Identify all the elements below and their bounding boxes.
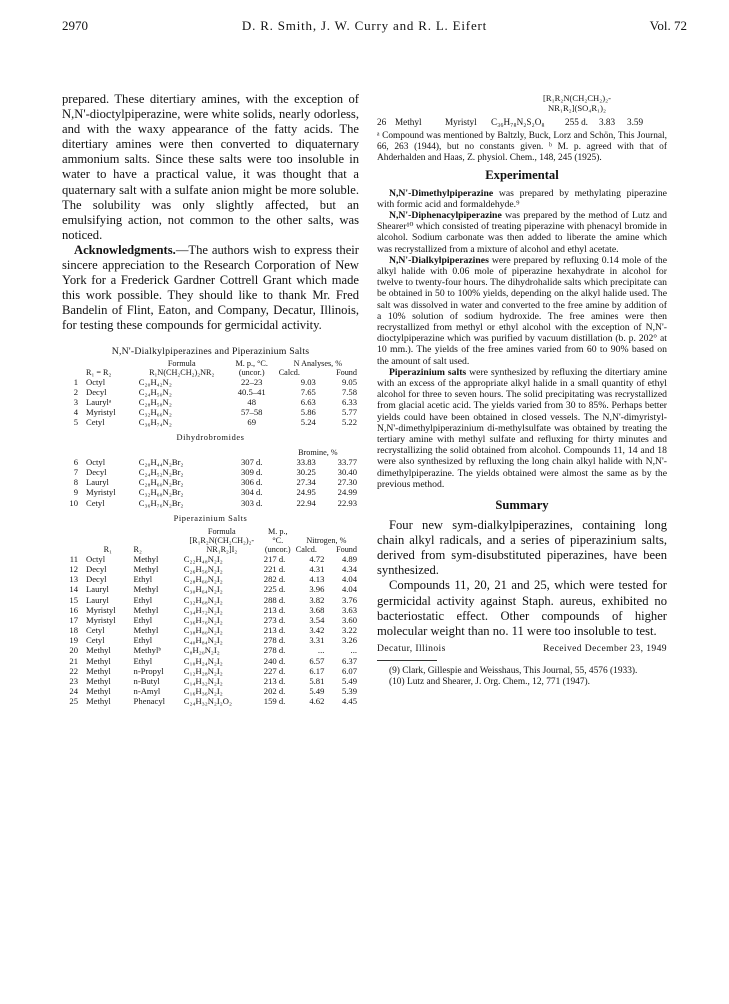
row-found: 5.49 [341, 676, 357, 686]
acknowledgments-paragraph [62, 243, 359, 334]
row-calcd: ... [317, 645, 325, 656]
row-calcd: 6.17 [309, 665, 325, 676]
row-found: 5.77 [341, 407, 357, 418]
page-number: 2970 [62, 18, 88, 33]
row-mp: 22–23 [240, 376, 263, 387]
summary-p2: Compounds 11, 20, 21 and 25, which were tested for germicidal activity against Staph. aureus, exhibited no bacteriostatic effect. Other compounds of higher molecular weight than no. 11 were too insoluble to test. [377, 578, 667, 638]
col-r2: R₂ [133, 544, 142, 554]
row-calcd: 22.94 [296, 497, 316, 508]
table-row [62, 564, 359, 574]
experimental-p3 [377, 255, 667, 367]
row-found: 4.04 [341, 574, 357, 585]
row-calcd: 3.68 [309, 604, 325, 615]
row-calcd: 5.49 [309, 686, 325, 697]
row-r1: Methyl [86, 686, 111, 697]
p3-head: N,N'-Dialkylpiperazines [389, 254, 489, 266]
p4-head: Piperazinium salts [389, 366, 467, 378]
row-r2: Ethyl [133, 635, 153, 646]
row-r2: Ethyl [133, 655, 153, 666]
row-number: 25 [69, 696, 78, 707]
row-formula: C₈H₂₀N₂I₂ [183, 645, 220, 656]
row-found: 4.04 [341, 584, 357, 595]
row-r1: Myristyl [86, 604, 116, 615]
calcd-label-3: Calcd. [295, 544, 317, 554]
col-r1: R₁ [103, 544, 112, 554]
row-found: 6.07 [341, 665, 357, 676]
p2-head: N,N'-Diphenacylpiperazine [389, 209, 502, 221]
col-analyses [277, 359, 359, 377]
row-mp: 278 d. [263, 645, 286, 656]
row-number: 8 [73, 477, 78, 488]
row-number: 10 [69, 497, 78, 508]
col-nitrogen [294, 527, 359, 554]
p2-text: was prepared by the method of Lutz and Shearer¹⁰ which consisted of treating piperazine with phenacyl bromide in alcohol. Sodium carbonate was then added to liberate the amine which was recrystallized from a mixture of alcohol and ethyl acetate. [377, 209, 667, 255]
table-title: N,N'-Dialkylpiperazines and Piperazinium Salts [111, 345, 310, 357]
row-r: Laurylᵃ [86, 397, 112, 408]
row-calcd: 6.57 [309, 655, 325, 666]
row-mp: 304 d. [240, 487, 263, 498]
row-r1: Cetyl [86, 635, 105, 646]
row-mp: 288 d. [263, 594, 286, 605]
row-r1: Methyl [86, 655, 111, 666]
row-formula: C₂₀H₄₄N₂Br₂ [138, 456, 184, 467]
row-mp: 213 d. [263, 604, 286, 615]
row-mp: 225 d. [263, 584, 286, 595]
row-r: Octyl [86, 456, 106, 467]
row-mp: 240 d. [263, 655, 286, 666]
row-number: 16 [69, 604, 78, 615]
row-formula: C₂₂H₄₈N₂I₂ [183, 553, 223, 564]
row-calcd: 3.31 [309, 635, 325, 646]
row-found: 5.39 [341, 686, 357, 697]
row-number: 7 [73, 467, 78, 477]
row-found: ... [350, 645, 357, 656]
row-r2: n-Propyl [133, 665, 164, 676]
row-r1: Methyl [86, 676, 111, 686]
reference-9: (9) Clark, Gillespie and Weisshaus, This Journal, 55, 4576 (1933). [389, 665, 638, 676]
affiliation-line [377, 643, 667, 654]
table-row [62, 635, 359, 645]
p1-head: N,N'-Dimethylpiperazine [389, 187, 494, 199]
row-mp: 307 d. [240, 456, 263, 467]
row-calcd: 6.63 [300, 397, 316, 408]
row-calcd: 3.82 [309, 594, 325, 605]
received-date: Received December 23, 1949 [543, 642, 667, 654]
row-r2: Methyl [133, 604, 159, 615]
row-calcd: 3.42 [309, 625, 325, 636]
row-number: 12 [69, 563, 78, 574]
author-line: D. R. Smith, J. W. Curry and R. L. Eifert [241, 18, 488, 33]
row-mp: 309 d. [240, 467, 263, 477]
row-formula: C₃₆H₇₆N₂Br₂ [138, 497, 184, 508]
row-r2: n-Butyl [133, 676, 160, 686]
row-formula: C₃₈H₈₀N₂I₂ [183, 625, 223, 636]
row-calcd: 4.72 [309, 553, 325, 564]
row-r2: Myristyl [445, 117, 477, 128]
calcd-label: Calcd. [278, 367, 300, 377]
row-r2: Methylᵇ [133, 645, 162, 656]
table-row [62, 605, 359, 615]
row-r1: Lauryl [86, 584, 109, 595]
table-row [62, 686, 359, 696]
row-mp: 202 d. [263, 686, 286, 697]
row-calcd: 3.54 [309, 614, 325, 625]
row-r1: Cetyl [86, 625, 105, 636]
col-formula-3: Formula [R₁R₂N(CH₂CH₂)₂-NR₁R₂]I₂ [189, 526, 255, 554]
row-number: 6 [73, 456, 78, 467]
row-r1: Decyl [86, 574, 107, 585]
table-row [62, 407, 359, 417]
row-formula: C₃₆H₇₄N₂ [138, 417, 172, 428]
row-number: 24 [69, 686, 78, 697]
row-formula: C₂₆H₅₆N₂I₂ [183, 563, 223, 574]
running-header [0, 18, 729, 34]
row-formula: C₃₆H₇₈N₂S₂O₈ [491, 117, 545, 128]
row-r1: Methyl [86, 645, 111, 656]
row-found: 6.37 [341, 655, 357, 666]
row-number: 20 [69, 645, 78, 656]
row-r2: Phenacyl [133, 696, 166, 707]
row-found: 6.33 [341, 397, 357, 408]
experimental-p2 [377, 210, 667, 255]
row-number: 2 [73, 386, 78, 397]
row-r: Myristyl [86, 487, 116, 498]
row-mp: 306 d. [240, 477, 263, 488]
table-row [62, 554, 359, 564]
found-label: Found [336, 367, 357, 377]
row-mp: 221 d. [263, 563, 286, 574]
row-found: 3.76 [341, 594, 357, 605]
row-found: 5.22 [341, 417, 357, 428]
row-formula: C₂₄H₃₂N₂I₂O₂ [183, 696, 232, 707]
row-mp: 69 [247, 417, 257, 428]
row-calcd: 24.95 [296, 487, 316, 498]
row-number: 15 [69, 594, 78, 605]
row-r: Myristyl [86, 407, 116, 418]
row-calcd: 9.03 [300, 376, 316, 387]
row-found: 3.59 [627, 117, 644, 128]
row-number: 17 [69, 614, 78, 625]
row-found: 4.34 [341, 563, 357, 574]
table-row [62, 574, 359, 584]
row-r2: Ethyl [133, 614, 153, 625]
row-mp: 213 d. [263, 625, 286, 636]
table-row [62, 594, 359, 604]
continued-formula [377, 94, 667, 113]
col-mp: M. p., °C. (uncor.) [235, 358, 268, 377]
row-r1: Methyl [86, 696, 111, 707]
table-row [62, 615, 359, 625]
piperazinium-table [62, 527, 359, 707]
row-calcd: 4.13 [309, 574, 325, 585]
row-found: 3.63 [341, 604, 357, 615]
row-r: Decyl [86, 386, 107, 397]
table-row [62, 377, 359, 387]
row-r: Octyl [86, 376, 106, 387]
acknowledgments-heading: Acknowledgments. [74, 242, 176, 257]
analyses-label: N Analyses, % [293, 358, 343, 368]
volume-label: Vol. 72 [649, 18, 687, 33]
table-row [62, 666, 359, 676]
row-r2: Methyl [133, 553, 159, 564]
row-r: Lauryl [86, 477, 109, 488]
row-mp: 278 d. [263, 635, 286, 646]
table-row [62, 387, 359, 397]
row-formula: C₂₈H₆₀N₂I₂ [183, 574, 223, 585]
row-found: 22.93 [337, 497, 357, 508]
table-row [62, 497, 359, 507]
row-formula: C₂₈H₅₈N₂ [138, 397, 172, 408]
row-number: 18 [69, 625, 78, 636]
row-r2: Ethyl [133, 574, 153, 585]
summary-p1: Four new sym-dialkylpiperazines, containing long chain alkyl radicals, and a series of piperazinium salts, derived from sym-disubstituted piperazines, have been synthesized. [377, 518, 667, 578]
row-number: 19 [69, 635, 78, 646]
row-calcd: 4.31 [309, 563, 325, 574]
table-row [62, 467, 359, 477]
row-formula: C₂₄H₅₂N₂Br₂ [138, 467, 184, 477]
row-r2: Methyl [133, 584, 159, 595]
row-number: 9 [73, 487, 78, 498]
col-mp-3: M. p., °C. (uncor.) [264, 526, 291, 554]
table-row [62, 584, 359, 594]
row-calcd: 30.25 [296, 467, 316, 477]
row-formula: C₃₄H₇₂N₂I₂ [183, 604, 223, 615]
row-found: 9.05 [341, 376, 357, 387]
p3-text: were prepared by refluxing 0.14 mole of the alkyl halide with 0.06 mole of piperazine hexahydrate in alcohol for twelve to twenty-four hours. The dihydrohalide salts which precipitate can be obtained in 50 to 100% yields, depending on the alkyl halide used. The salt was dissolved in water and converted to the free amine by addition of a 10% solution of sodium hydroxide. The free amines were then recrystallized from methyl or ethyl alcohol with the exception of N,N'-dioctylpiperazine which was purified by vacuum distillation (b. p. 202° at 10 mm.). The yields of the free amines varied from 60 to 90% based on the amount of salt used. [377, 254, 667, 367]
row-calcd: 33.83 [296, 456, 316, 467]
row-number: 14 [69, 584, 78, 595]
row-formula: C₂₄H₅₀N₂ [138, 386, 172, 397]
row-r: Cetyl [86, 417, 105, 428]
footnote-rule [377, 660, 437, 661]
row-found: 24.99 [337, 487, 357, 498]
row-found: 4.45 [341, 696, 357, 707]
row-r: Cetyl [86, 497, 105, 508]
summary-heading: Summary [495, 498, 549, 513]
table-row [62, 676, 359, 686]
row-mp: 303 d. [240, 497, 263, 508]
continued-formula-line-2: NR₁R₂](SO₄R₁)₂ [548, 102, 606, 113]
row-formula: C₃₂H₆₈N₂I₂ [183, 594, 223, 605]
row-number: 11 [69, 553, 78, 564]
dihydrobromides-subhead: Dihydrobromides [176, 433, 245, 443]
row-r1: Methyl [86, 665, 111, 676]
table-row [62, 645, 359, 655]
col-formula: Formula R₁N(CH₂CH₂)₂NR₂ [149, 358, 215, 377]
row-formula: C₁₄H₃₂N₂I₂ [183, 676, 223, 686]
row-r2: Ethyl [133, 594, 153, 605]
row-mp: 40.5–41 [237, 386, 266, 397]
table-header-1 [62, 359, 359, 377]
affiliation-place: Decatur, Illinois [377, 642, 446, 654]
row-found: 30.40 [337, 467, 357, 477]
row-formula: C₁₂H₂₈N₂I₂ [183, 665, 223, 676]
acknowledgments-text: —The authors wish to express their sincere appreciation to the Research Corporation of New York for a Frederick Gardner Cottrell Grant which made this work possible. They should like to thank Mr. Fred Bandelin of Flint, Eaton, and Company, Decatur, Illinois, for testing these compounds for germicidal activity. [62, 242, 359, 333]
row-mp: 48 [247, 397, 257, 408]
row-found: 7.58 [341, 386, 357, 397]
row-found: 33.77 [337, 456, 357, 467]
row-formula: C₂₀H₄₂N₂ [138, 376, 172, 387]
row-mp: 213 d. [263, 676, 286, 686]
row-number: 23 [69, 676, 78, 686]
table-row [62, 477, 359, 487]
compound-table [62, 359, 359, 508]
row-r1: Lauryl [86, 594, 109, 605]
row-found: 27.30 [337, 477, 357, 488]
table-header-3 [62, 527, 359, 554]
row-r1: Decyl [86, 563, 107, 574]
table-row [62, 487, 359, 497]
row-number: 22 [69, 665, 78, 676]
row-mp: 282 d. [263, 574, 286, 585]
row-found: 3.60 [341, 614, 357, 625]
row-r: Decyl [86, 467, 107, 477]
table-row [62, 625, 359, 635]
row-number: 4 [73, 407, 78, 418]
row-calcd: 4.62 [309, 696, 325, 707]
table-row [62, 457, 359, 467]
row-calcd: 5.86 [300, 407, 316, 418]
row-calcd: 5.81 [309, 676, 325, 686]
piperazinium-subhead: Piperazinium Salts [173, 513, 248, 523]
row-calcd: 7.65 [300, 386, 316, 397]
row-mp: 57–58 [240, 407, 263, 418]
row-formula: C₁₆H₃₆N₂I₂ [183, 686, 223, 697]
row-r1: Myristyl [86, 614, 116, 625]
left-column [62, 92, 359, 706]
p4-text: were synthesized by refluxing the ditertiary amine with an excess of the appropriate alkyl halide in a small quantity of ethyl alcohol for three to seven hours. The solid precipitating was recrystallized from glacial acetic acid. The yields varied from 30 to 85%. Perhaps better yields could have been obtained in closed vessels. The N,N'-dimyristyl-N,N'-dimethylpiperazinium di-methylsulfate was obtained by treating the tertiary amine with methyl sulfate and refluxing for thirty minutes and recrystallizing the solid obtained from alcohol. Compounds 11, 14 and 18 were also synthesized by refluxing the long chain alkyl halide with N,N'-dimethylpiperazine. The yields obtained were almost the same as by the previous method. [377, 366, 667, 490]
row-mp: 273 d. [263, 614, 286, 625]
row-found: 4.89 [341, 553, 357, 564]
table-footnotes: ᵃ Compound was mentioned by Baltzly, Buck, Lorz and Schön, This Journal, 66, 263 (1944), but no constants given. ᵇ M. p. agreed with that of Ahderhalden and Haas, Z. physiol. Chem., 148, 245 (1925). [377, 131, 667, 163]
row-formula: C₃₂H₆₆N₂ [138, 407, 172, 418]
continued-formula-line-1: [R₁R₂N(CH₂CH₂)₂- [543, 93, 611, 103]
nitrogen-label: Nitrogen, % [306, 535, 347, 545]
row-mp: 217 d. [263, 553, 286, 564]
row-mp: 227 d. [263, 665, 286, 676]
row-r1: Octyl [86, 553, 106, 564]
row-formula: C₄₀H₈₄N₂I₂ [183, 635, 223, 646]
found-label-3: Found [336, 544, 357, 554]
row-formula: C₃₂H₆₈N₂Br₂ [138, 487, 184, 498]
row-number: 26 [377, 117, 387, 128]
row-formula: C₂₈H₆₀N₂Br₂ [138, 477, 184, 488]
experimental-p4 [377, 367, 667, 490]
row-number: 13 [69, 574, 78, 585]
bromine-label: Bromine, % [298, 447, 338, 457]
row-calcd: 27.34 [296, 477, 316, 488]
table-row [62, 417, 359, 427]
table-row [62, 397, 359, 407]
row-formula: C₃₀H₆₄N₂I₂ [183, 584, 223, 595]
row-r2: n-Amyl [133, 686, 161, 697]
row-found: 3.22 [341, 625, 357, 636]
row-number: 5 [73, 417, 78, 428]
row-number: 1 [73, 376, 78, 387]
row-r2: Methyl [133, 563, 159, 574]
experimental-heading: Experimental [485, 167, 559, 182]
row-formula: C₁₀H₂₄N₂I₂ [183, 655, 223, 666]
experimental-p1 [377, 188, 667, 210]
row-r1: Methyl [395, 117, 422, 128]
row-mp: 159 d. [263, 696, 286, 707]
table-row [62, 696, 359, 706]
row-calcd: 3.83 [599, 117, 616, 128]
row-number: 21 [69, 655, 78, 666]
row-mp: 255 d. [565, 117, 588, 128]
row-calcd: 3.96 [309, 584, 325, 595]
table-row [62, 655, 359, 665]
row-number: 3 [73, 397, 78, 408]
row-found: 3.26 [341, 635, 357, 646]
table-row-26 [377, 117, 667, 127]
row-calcd: 5.24 [300, 417, 316, 428]
right-column [377, 94, 667, 687]
reference-10: (10) Lutz and Shearer, J. Org. Chem., 12, 771 (1947). [389, 676, 590, 687]
row-r2: Methyl [133, 625, 159, 636]
intro-paragraph: prepared. These ditertiary amines, with the exception of N,N'-dioctylpiperazine, were white solids, nearly odorless, and with the waxy appearance of the fatty acids. The ditertiary amines were then converted to diquaternary ammonium salts. Since these salts were too insoluble in water to have a practical value, it was thought that a quaternary salt with a sulfate anion might be more soluble. The solubility was only slightly affected, but an emulsifying action, not common to the other salts, was noticed. [62, 92, 359, 242]
p1-text: was prepared by methylating piperazine with formic acid and formaldehyde.⁹ [377, 187, 667, 210]
row-formula: C₃₆H₇₆N₂I₂ [183, 614, 223, 625]
col-r: R₁ = R₂ [86, 367, 112, 377]
